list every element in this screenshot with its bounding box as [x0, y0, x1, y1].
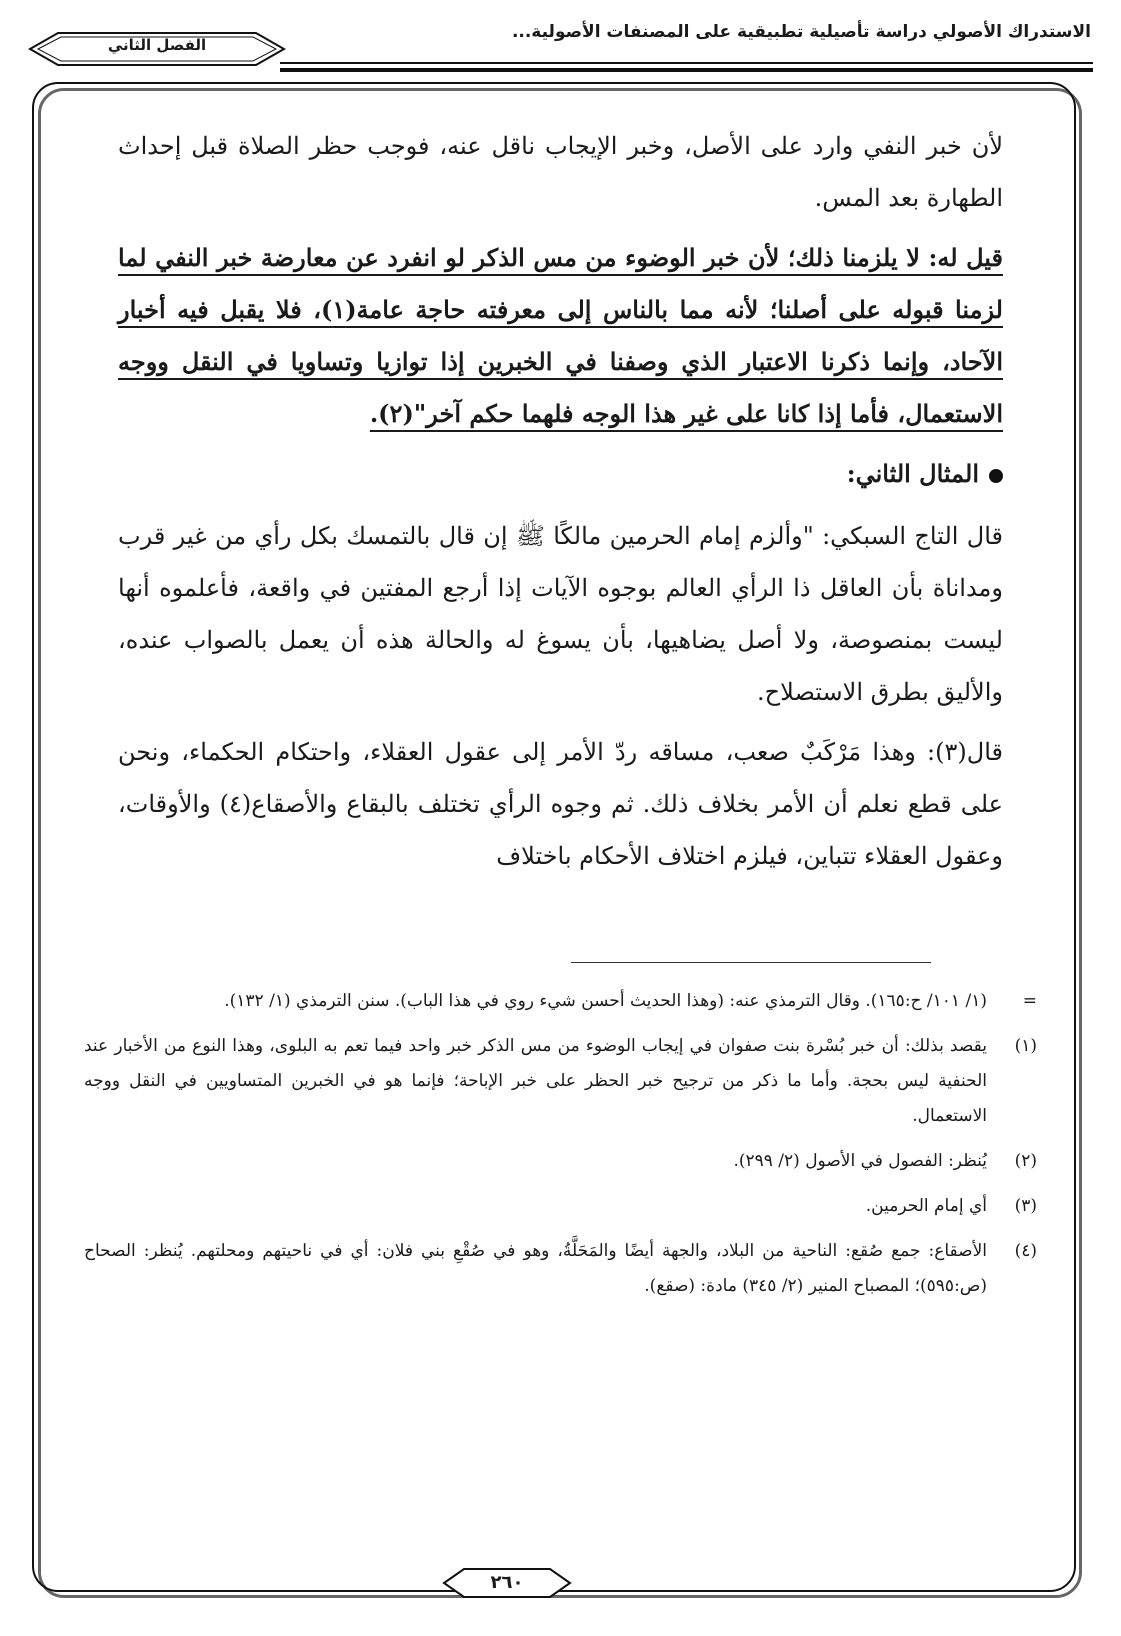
- header-rule: [280, 62, 1093, 64]
- main-text: [118, 120, 1003, 890]
- footnote-separator: [571, 962, 931, 963]
- footnote-item: [84, 984, 1037, 1019]
- footnote-item: [84, 1144, 1037, 1179]
- example-heading-text: المثال الثاني:: [846, 459, 979, 488]
- header-rule-thick: [280, 68, 1093, 72]
- bullet-icon: [989, 469, 1003, 483]
- footnotes: [84, 984, 1037, 1314]
- footnote-text: أي إمام الحرمين.: [865, 1196, 987, 1216]
- footnote-number: (٣): [1014, 1196, 1037, 1216]
- footnote-number: (٢): [1014, 1151, 1037, 1171]
- footnote-item: [84, 1234, 1037, 1304]
- paragraph-4: قال(٣): وهذا مَرْكَبٌ صعب، مساقه ردّ الأمر إلى عقول العقلاء، واحتكام الحكماء، ونحن على قطع نعلم أن الأمر بخلاف ذلك. ثم وجوه الرأي تختلف بالبقاع والأصقاع(٤) والأوقات، وعقول العقلاء تتباين، فيلزم اختلاف الأحكام باختلاف: [118, 738, 1004, 870]
- example-heading: [118, 448, 1003, 500]
- footnote-number: =: [1022, 991, 1037, 1011]
- footnote-item: [84, 1189, 1037, 1224]
- footnote-text: الأصقاع: جمع صُقع: الناحية من البلاد، والجهة أيضًا والمَحَلَّةُ، وهو في صُقْعِ بني فلان: أي في ناحيتهم ومحلتهم. يُنظر: الصحاح (ص:٥٩٥)؛ المصباح المنير (٢/ ٣٤٥) مادة: (صقع).: [84, 1241, 987, 1296]
- quoted-reply-paragraph: قيل له: لا يلزمنا ذلك؛ لأن خبر الوضوء من مس الذكر لو انفرد عن معارضة خبر النفي لما لزمنا قبوله على أصلنا؛ لأنه مما بالناس إلى معرفته حاجة عامة(١)، فلا يقبل فيه أخبار الآحاد، وإنما ذكرنا الاعتبار الذي وصفنا في الخبرين إذا توازيا وتساويا في النقل ووجه الاستعمال، فأما إذا كانا على غير هذا الوجه فلهما حكم آخر"(٢).: [118, 243, 1004, 428]
- paragraph-3: قال التاج السبكي: "وألزم إمام الحرمين مالكًا ﷺ إن قال بالتمسك بكل رأي من غير قرب ومداناة بأن العاقل ذا الرأي العالم بوجوه الآيات إذا أرجع المفتين في واقعة، فأعلموه أنها ليست بمنصوصة، ولا أصل يضاهيها، بأن يسوغ له والحالة هذه أن يعمل بالصواب عنده، والأليق بطرق الاستصلاح.: [118, 522, 1003, 706]
- footnote-text: (١/ ١٠١/ ح:١٦٥). وقال الترمذي عنه: (وهذا الحديث أحسن شيء روي في هذا الباب). سنن الترمذي (١/ ١٣٢).: [224, 991, 987, 1011]
- chapter-tab: [28, 30, 286, 68]
- footnote-item: [84, 1029, 1037, 1134]
- chapter-label: الفصل الثاني: [107, 36, 207, 54]
- footnote-text: يُنظر: الفصول في الأصول (٢/ ٢٩٩).: [733, 1151, 987, 1171]
- paragraph-1: لأن خبر النفي وارد على الأصل، وخبر الإيجاب ناقل عنه، فوجب حظر الصلاة قبل إحداث الطهارة بعد المس.: [118, 132, 1004, 212]
- footnote-number: (٤): [1014, 1241, 1037, 1261]
- footnote-text: يقصد بذلك: أن خبر بُسْرة بنت صفوان في إيجاب الوضوء من مس الذكر خبر واحد فيما تعم به البلوى، وهذا النوع من الأخبار عند الحنفية ليس بحجة. وأما ما ذكر من ترجيح خبر الحظر على خبر الإباحة؛ فإنما هو في الخبرين المتساويين في النقل ووجه الاستعمال.: [84, 1036, 987, 1126]
- page-number: ٢٦٠: [490, 1572, 524, 1593]
- footnote-number: (١): [1014, 1036, 1037, 1056]
- running-title: الاستدراك الأصولي دراسة تأصيلية تطبيقية على المصنفات الأصولية...: [511, 22, 1091, 42]
- page-number-badge: [442, 1567, 572, 1599]
